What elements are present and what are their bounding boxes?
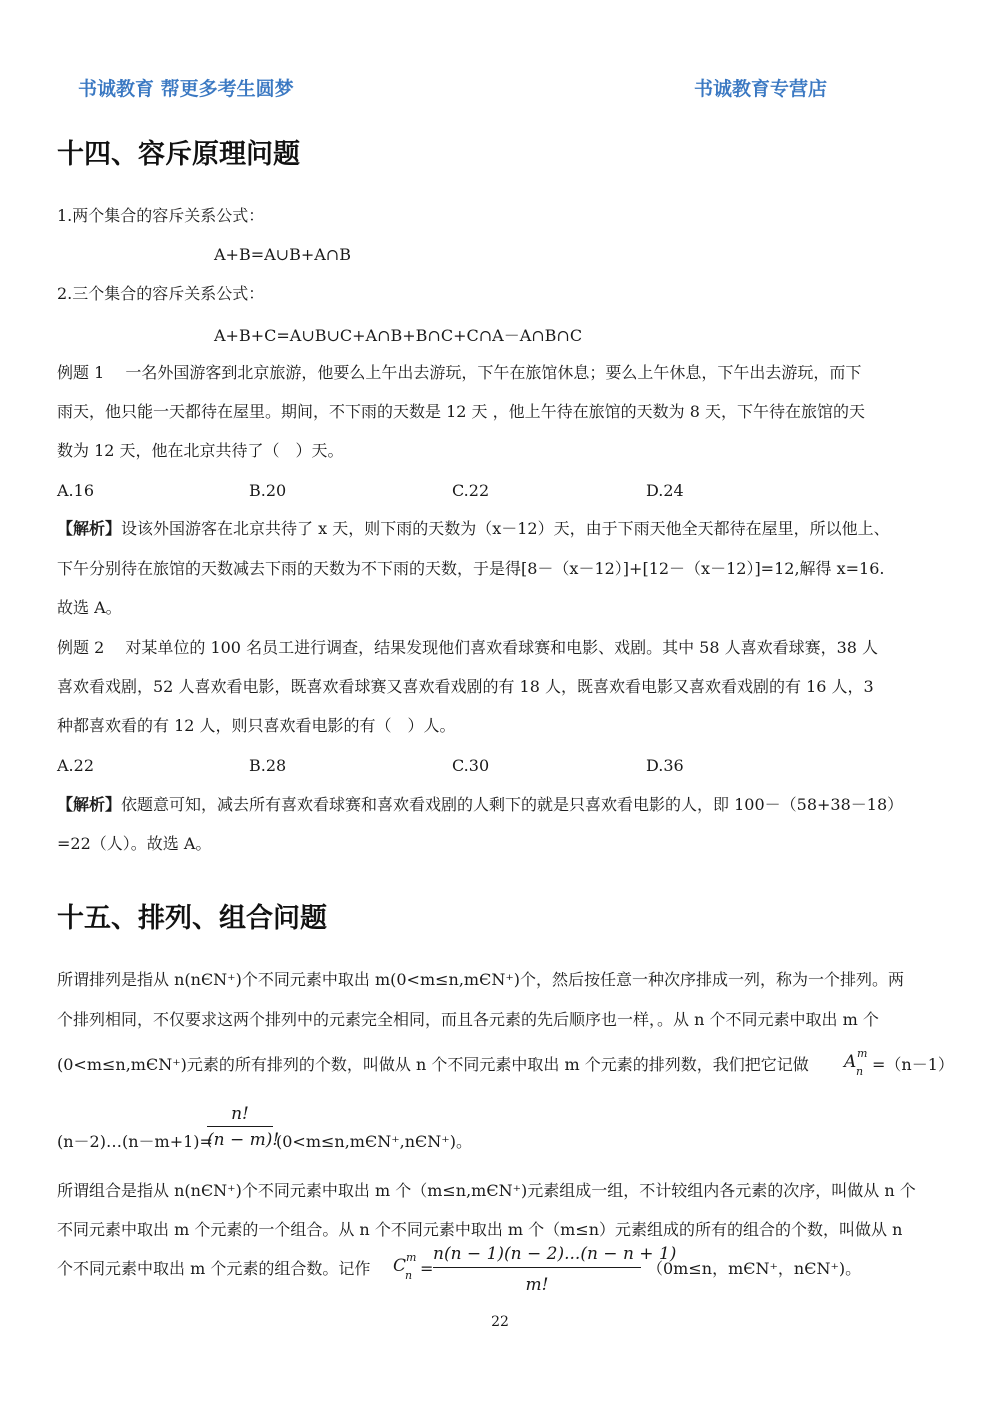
permutation-fraction: [207, 1100, 280, 1154]
fraction-bar: [433, 1267, 641, 1268]
permutation-line-2: 个排列相同，不仅要求这两个排列中的元素完全相同，而且各元素的先后顺序也一样，。从 n 个不同元素中取出 m 个: [57, 1010, 879, 1029]
example1-line-2: 雨天，他只能一天都待在屋里。期间，不下雨的天数是 12 天 ，他上午待在旅馆的天数为 8 天，下午待在旅馆的天: [57, 402, 865, 421]
permutation-symbol-sup: m: [857, 1047, 868, 1060]
combination-line-3-prefix: 个不同元素中取出 m 个元素的组合数。记作: [57, 1259, 371, 1278]
header-store-name: 书诚教育专营店: [694, 78, 828, 100]
example1-option-b: B.20: [249, 481, 287, 500]
analysis-text: 设该外国游客在北京共待了 x 天，则下雨的天数为（x－12）天，由于下雨天他全天都待在屋里，所以他上、: [121, 519, 890, 538]
permutation-symbol-letter: A: [844, 1052, 857, 1072]
example1-option-d: D.24: [646, 481, 684, 500]
combination-symbol: [393, 1251, 417, 1282]
combination-line-2: 不同元素中取出 m 个元素的一个组合。从 n 个不同元素中取出 m 个（m≤n）元素组成的所有的组合的个数，叫做从 n: [57, 1220, 903, 1239]
analysis-tag: 【解析】: [57, 519, 122, 538]
combination-fraction-denominator: m!: [525, 1275, 549, 1295]
item2-formula: A+B+C=A∪B∪C+A∩B+B∩C+C∩A－A∩B∩C: [214, 326, 583, 345]
item2-label: 2.三个集合的容斥关系公式：: [57, 284, 265, 303]
permutation-formula-suffix: (0<m≤n,mЄN⁺,nЄN⁺)。: [276, 1132, 472, 1151]
combination-fraction-numerator: n(n − 1)(n − 2)...(n − n + 1): [433, 1244, 677, 1264]
example2-line-3: 种都喜欢看的有 12 人，则只喜欢看电影的有（ ）人。: [57, 716, 456, 735]
item1-formula: A+B=A∪B+A∩B: [214, 245, 351, 264]
permutation-symbol-sub: n: [856, 1065, 864, 1078]
example1-option-a: A.16: [57, 481, 94, 500]
example2-line-1: 例题 2 对某单位的 100 名员工进行调查，结果发现他们喜欢看球赛和电影、戏剧。其中 58 人喜欢看球赛，38 人: [57, 638, 879, 657]
analysis-tag: 【解析】: [57, 795, 122, 814]
example1-line-1: 例题 1 一名外国游客到北京旅游，他要么上午出去游玩，下午在旅馆休息；要么上午休息，下午出去游玩，而下: [57, 363, 862, 382]
combination-symbol-sup: m: [406, 1251, 417, 1264]
example2-line-2: 喜欢看戏剧，52 人喜欢看电影，既喜欢看球赛又喜欢看戏剧的有 18 人，既喜欢看电影又喜欢看戏剧的有 16 人，3: [57, 677, 874, 696]
header-slogan: 书诚教育 帮更多考生圆梦: [78, 78, 294, 100]
example1-option-c: C.22: [452, 481, 490, 500]
item1-label: 1.两个集合的容斥关系公式：: [57, 206, 265, 225]
permutation-fraction-denominator: (n − m)!: [207, 1130, 280, 1150]
example2-option-d: D.36: [646, 756, 684, 775]
example2-option-b: B.28: [249, 756, 287, 775]
section-title-inclusion-exclusion: 十四、容斥原理问题: [57, 139, 300, 170]
example2-option-a: A.22: [57, 756, 94, 775]
section-title-permutation-combination: 十五、排列、组合问题: [57, 903, 327, 934]
combination-line-1: 所谓组合是指从 n(nЄN⁺)个不同元素中取出 m 个（m≤n,mЄN⁺)元素组成一组，不计较组内各元素的次序，叫做从 n 个: [57, 1181, 916, 1200]
permutation-formula-prefix: (n－2)…(n－m+1)=: [57, 1132, 213, 1151]
combination-fraction: [433, 1240, 677, 1300]
permutation-line-1: 所谓排列是指从 n(nЄN⁺)个不同元素中取出 m(0<m≤n,mЄN⁺)个，然后按任意一种次序排成一列，称为一个排列。两: [57, 970, 905, 989]
example1-line-3: 数为 12 天，他在北京共待了（ ）天。: [57, 441, 344, 460]
permutation-symbol: [844, 1047, 868, 1078]
permutation-line-3: (0<m≤n,mЄN⁺)元素的所有排列的个数，叫做从 n 个不同元素中取出 m 个元素的排列数，我们把它记做: [57, 1055, 809, 1074]
combination-equals: =: [420, 1259, 434, 1278]
combination-line-3-suffix: （0m≤n，mЄN⁺，nЄN⁺)。: [647, 1259, 862, 1278]
example1-analysis-line-3: 故选 A。: [57, 598, 122, 617]
example2-analysis-line-2: =22（人）。故选 A。: [57, 834, 212, 853]
example2-analysis-line-1: [57, 795, 903, 815]
example1-analysis-line-1: [57, 519, 890, 539]
permutation-after-symbol: =（n－1）: [872, 1055, 954, 1074]
combination-symbol-letter: C: [393, 1256, 407, 1276]
example1-analysis-line-2: 下午分别待在旅馆的天数减去下雨的天数为不下雨的天数，于是得[8－（x－12）]+[12－（x－12）]=12,解得 x=16.: [57, 559, 885, 578]
page-number: 22: [491, 1314, 509, 1330]
permutation-fraction-numerator: n!: [231, 1104, 249, 1124]
fraction-bar: [207, 1126, 273, 1127]
analysis-text: 依题意可知，减去所有喜欢看球赛和喜欢看戏剧的人剩下的就是只喜欢看电影的人，即 100－（58+38－18）: [121, 795, 904, 814]
example2-option-c: C.30: [452, 756, 490, 775]
combination-symbol-sub: n: [405, 1269, 413, 1282]
